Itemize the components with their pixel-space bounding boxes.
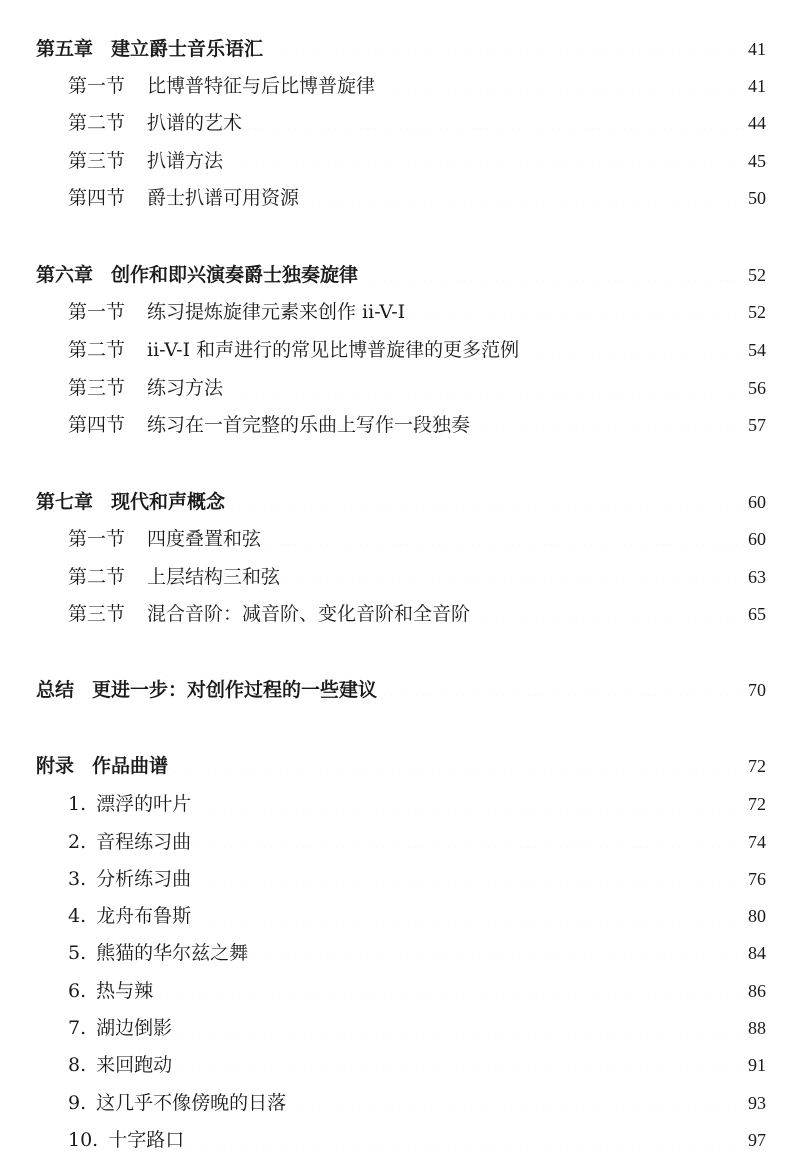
page-number: 74 — [748, 832, 766, 852]
page-number: 84 — [748, 943, 766, 963]
toc-section-row — [0, 139, 800, 172]
entry-label — [68, 298, 405, 326]
toc-section-row — [0, 517, 800, 550]
toc-entry — [68, 176, 766, 209]
toc-entry — [68, 1081, 766, 1114]
dot-leader — [246, 101, 744, 129]
toc-section-row — [0, 366, 800, 399]
entry-prefix: 10. — [68, 1129, 99, 1151]
toc-entry — [68, 592, 766, 625]
page-number: 76 — [748, 869, 766, 889]
toc-entry — [68, 782, 766, 815]
entry-label — [68, 828, 191, 856]
entry-prefix: 第七章 — [36, 491, 94, 513]
entry-title: 分析练习曲 — [96, 868, 192, 890]
entry-prefix: 1. — [68, 793, 87, 815]
toc-entry — [68, 517, 766, 550]
entry-prefix: 第三节 — [68, 377, 126, 399]
toc-score-row — [0, 894, 800, 927]
toc-entry — [68, 290, 766, 323]
toc-chapter-row — [0, 480, 800, 513]
toc-entry — [68, 328, 766, 361]
entry-label — [68, 525, 261, 553]
dot-leader — [267, 27, 744, 55]
toc-entry — [68, 820, 766, 853]
entry-prefix: 第三节 — [68, 150, 126, 172]
entry-label — [68, 790, 191, 818]
toc-chapter-row — [0, 253, 800, 286]
entry-label — [36, 35, 263, 63]
dot-leader — [409, 290, 744, 318]
entry-prefix: 第一节 — [68, 75, 126, 97]
toc-score-row — [0, 1118, 800, 1151]
toc-section-row — [0, 290, 800, 323]
entry-title: 湖边倒影 — [96, 1017, 173, 1039]
toc-score-row — [0, 1006, 800, 1039]
entry-prefix: 第三节 — [68, 603, 126, 625]
entry-title: 练习在一首完整的乐曲上写作一段独奏 — [147, 414, 471, 436]
toc-entry — [36, 668, 766, 701]
entry-label — [68, 184, 299, 212]
entry-label — [68, 374, 223, 402]
toc-entry — [36, 253, 766, 286]
toc-chapter-row — [0, 27, 800, 60]
entry-title: 扒谱的艺术 — [147, 112, 243, 134]
dot-leader — [474, 403, 744, 431]
dot-leader — [252, 931, 744, 959]
entry-prefix: 第二节 — [68, 112, 126, 134]
entry-prefix: 9. — [68, 1092, 87, 1114]
entry-title: 四度叠置和弦 — [147, 528, 262, 550]
entry-title: 来回跑动 — [96, 1054, 173, 1076]
toc-entry — [68, 64, 766, 97]
entry-prefix: 附录 — [36, 755, 75, 777]
entry-prefix: 第二节 — [68, 339, 126, 361]
toc-entry — [68, 1118, 766, 1151]
page-number: 65 — [748, 604, 766, 624]
page-number: 72 — [748, 756, 766, 776]
entry-prefix: 第四节 — [68, 187, 126, 209]
entry-title: 练习提炼旋律元素来创作 ii-V-I — [147, 301, 406, 323]
toc-entry — [68, 403, 766, 436]
entry-title: 上层结构三和弦 — [147, 566, 281, 588]
dot-leader — [284, 555, 744, 583]
dot-leader — [195, 857, 744, 885]
entry-label — [36, 676, 377, 704]
entry-label — [68, 600, 470, 628]
entry-title: 练习方法 — [147, 377, 224, 399]
toc-entry — [68, 969, 766, 1002]
page-number: 72 — [748, 794, 766, 814]
toc-score-row — [0, 1081, 800, 1114]
toc-chapter-row — [0, 744, 800, 777]
page-number: 45 — [748, 151, 766, 171]
dot-leader — [379, 64, 744, 92]
toc-entry — [68, 555, 766, 588]
toc-entry — [36, 27, 766, 60]
dot-leader — [362, 253, 744, 281]
page-number: 60 — [748, 529, 766, 549]
toc-entry — [68, 101, 766, 134]
page-number: 54 — [748, 340, 766, 360]
toc-section-row — [0, 555, 800, 588]
page-number: 41 — [748, 76, 766, 96]
toc-score-row — [0, 857, 800, 890]
entry-prefix: 7. — [68, 1017, 87, 1039]
page-number: 80 — [748, 906, 766, 926]
toc-entry — [36, 744, 766, 777]
entry-label — [68, 939, 248, 967]
entry-title: 漂浮的叶片 — [96, 793, 192, 815]
entry-title: 更进一步：对创作过程的一些建议 — [92, 679, 378, 701]
dot-leader — [474, 592, 744, 620]
page-number: 44 — [748, 113, 766, 133]
page-number: 50 — [748, 188, 766, 208]
entry-label — [68, 336, 519, 364]
entry-title: 热与辣 — [96, 980, 154, 1002]
toc-score-row — [0, 1043, 800, 1076]
page-number: 41 — [748, 39, 766, 59]
toc-score-row — [0, 782, 800, 815]
entry-prefix: 4. — [68, 905, 87, 927]
page-number: 52 — [748, 265, 766, 285]
entry-label — [36, 488, 225, 516]
toc-chapter-row — [0, 668, 800, 701]
toc-score-row — [0, 820, 800, 853]
dot-leader — [188, 1118, 744, 1146]
entry-title: 混合音阶：减音阶、变化音阶和全音阶 — [147, 603, 471, 625]
toc-entry — [68, 1006, 766, 1039]
entry-title: 扒谱方法 — [147, 150, 224, 172]
entry-prefix: 5. — [68, 942, 87, 964]
toc-entry — [68, 366, 766, 399]
entry-title: 作品曲谱 — [92, 755, 169, 777]
entry-title: 现代和声概念 — [111, 491, 226, 513]
entry-label — [68, 109, 242, 137]
entry-label — [68, 977, 153, 1005]
dot-leader — [157, 969, 744, 997]
page-number: 57 — [748, 415, 766, 435]
toc-entry — [68, 894, 766, 927]
entry-title: ii-V-I 和声进行的常见比博普旋律的更多范例 — [147, 339, 520, 361]
entry-title: 音程练习曲 — [96, 831, 192, 853]
entry-label — [68, 902, 191, 930]
entry-prefix: 第四节 — [68, 414, 126, 436]
entry-title: 熊猫的华尔兹之舞 — [96, 942, 249, 964]
dot-leader — [176, 1006, 744, 1034]
dot-leader — [523, 328, 744, 356]
entry-prefix: 3. — [68, 868, 87, 890]
dot-leader — [172, 744, 744, 772]
toc-entry — [36, 480, 766, 513]
toc-entry — [68, 857, 766, 890]
dot-leader — [227, 139, 744, 167]
entry-title: 十字路口 — [108, 1129, 185, 1151]
entry-label — [68, 411, 470, 439]
page-number: 97 — [748, 1130, 766, 1150]
entry-title: 创作和即兴演奏爵士独奏旋律 — [111, 264, 359, 286]
entry-title: 建立爵士音乐语汇 — [111, 38, 264, 60]
toc-section-row — [0, 101, 800, 134]
entry-title: 龙舟布鲁斯 — [96, 905, 192, 927]
page-number: 52 — [748, 302, 766, 322]
entry-label — [36, 752, 168, 780]
entry-label — [68, 1126, 184, 1154]
page-number: 86 — [748, 981, 766, 1001]
entry-label — [68, 72, 375, 100]
dot-leader — [227, 366, 744, 394]
toc-section-row — [0, 403, 800, 436]
entry-label — [68, 1089, 286, 1117]
entry-label — [68, 865, 191, 893]
toc-entry — [68, 931, 766, 964]
entry-prefix: 第六章 — [36, 264, 94, 286]
page-number: 56 — [748, 378, 766, 398]
entry-prefix: 第一节 — [68, 301, 126, 323]
dot-leader — [290, 1081, 744, 1109]
entry-label — [68, 1014, 172, 1042]
entry-prefix: 第二节 — [68, 566, 126, 588]
entry-label — [68, 563, 280, 591]
page-number: 63 — [748, 567, 766, 587]
entry-prefix: 第五章 — [36, 38, 94, 60]
dot-leader — [229, 480, 744, 508]
page-number: 91 — [748, 1055, 766, 1075]
toc-section-row — [0, 176, 800, 209]
entry-title: 比博普特征与后比博普旋律 — [147, 75, 376, 97]
entry-title: 爵士扒谱可用资源 — [147, 187, 300, 209]
dot-leader — [381, 668, 744, 696]
entry-prefix: 2. — [68, 831, 87, 853]
dot-leader — [195, 894, 744, 922]
entry-label — [68, 1051, 172, 1079]
dot-leader — [195, 820, 744, 848]
toc-entry — [68, 1043, 766, 1076]
dot-leader — [303, 176, 744, 204]
page-number: 93 — [748, 1093, 766, 1113]
entry-prefix: 总结 — [36, 679, 75, 701]
toc-section-row — [0, 328, 800, 361]
entry-prefix: 第一节 — [68, 528, 126, 550]
dot-leader — [195, 782, 744, 810]
entry-title: 这几乎不像傍晚的日落 — [96, 1092, 287, 1114]
dot-leader — [176, 1043, 744, 1071]
toc-score-row — [0, 969, 800, 1002]
dot-leader — [265, 517, 744, 545]
toc-entry — [68, 139, 766, 172]
entry-label — [68, 147, 223, 175]
entry-prefix: 6. — [68, 980, 87, 1002]
page-number: 60 — [748, 492, 766, 512]
entry-prefix: 8. — [68, 1054, 87, 1076]
page-number: 88 — [748, 1018, 766, 1038]
page-number: 70 — [748, 680, 766, 700]
toc-section-row — [0, 64, 800, 97]
toc-section-row — [0, 592, 800, 625]
entry-label — [36, 261, 358, 289]
toc-score-row — [0, 931, 800, 964]
